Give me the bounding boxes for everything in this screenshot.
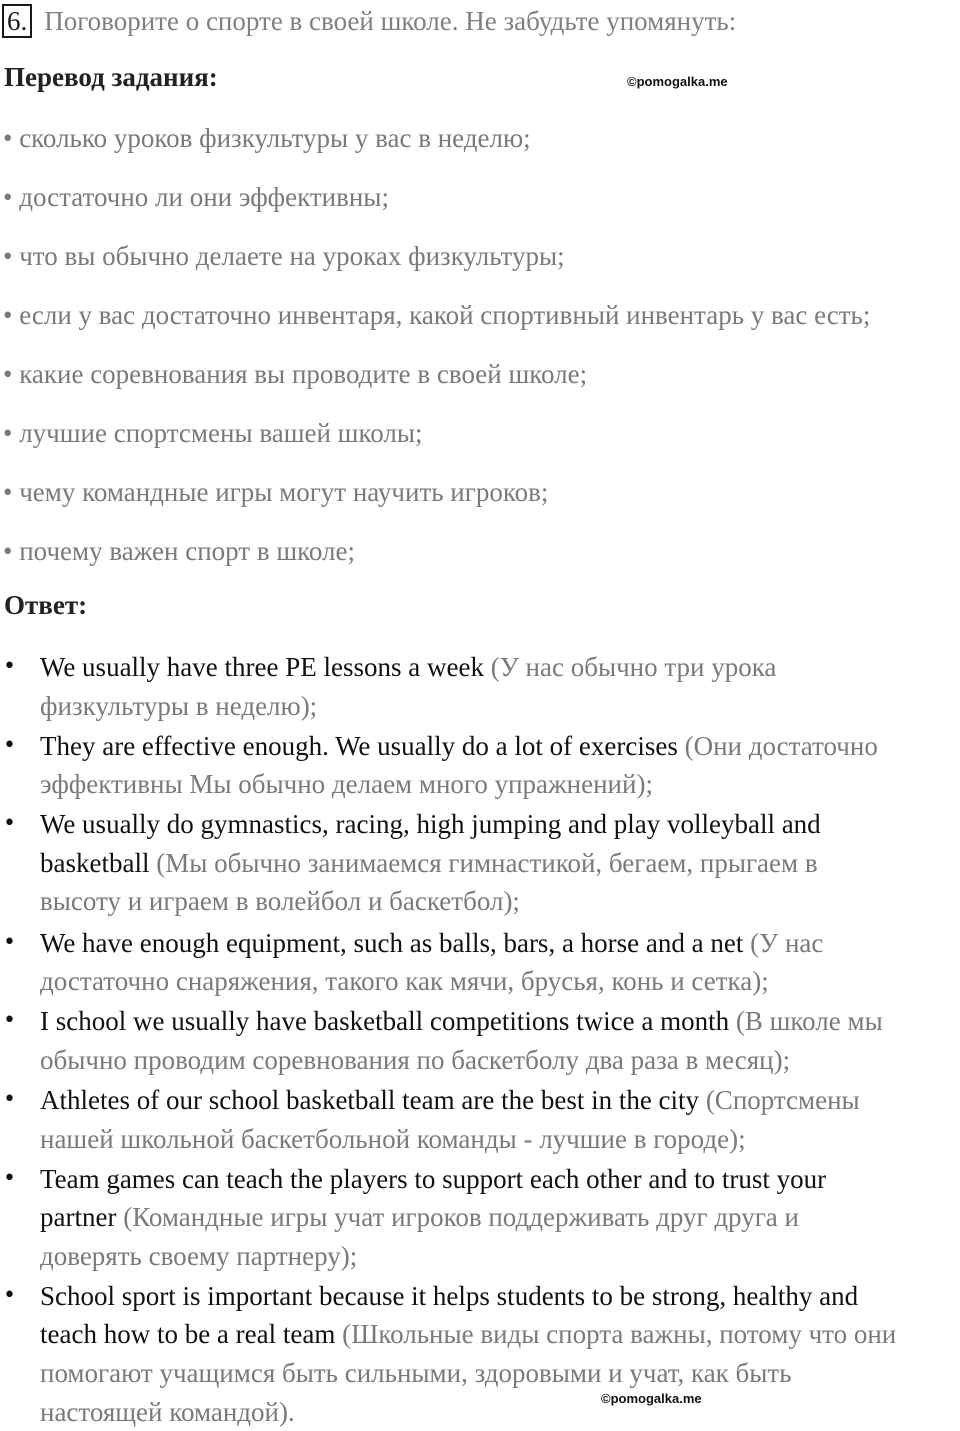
task-header [2, 3, 736, 39]
answer-item [0, 648, 960, 727]
answer-russian-translation: доверять своему партнеру); [40, 1240, 358, 1271]
answer-line [40, 882, 954, 921]
requirement-item: • что вы обычно делаете на уроках физкультуры; [3, 241, 565, 271]
answer-russian-translation: обычно проводим соревнования по баскетболу два раза в месяц); [40, 1044, 791, 1075]
requirement-item: • достаточно ли они эффективны; [3, 182, 389, 212]
answer-russian-translation: помогают учащимся быть сильными, здоровыми и учат, как быть [40, 1357, 792, 1388]
answer-line [40, 962, 954, 1001]
requirement-item: • сколько уроков физкультуры у вас в неделю; [3, 123, 531, 153]
answer-line [40, 1081, 954, 1120]
answer-item [0, 1160, 960, 1277]
answer-line [40, 1002, 954, 1041]
answer-line [40, 1237, 954, 1276]
answer-line [40, 1393, 954, 1431]
answer-english-text: They are effective enough. We usually do a lot of exercises [40, 730, 685, 761]
task-number: 6. [2, 4, 32, 38]
bullet-icon: • [3, 1282, 16, 1308]
bullet-icon: • [3, 654, 16, 679]
answer-english-text: We usually have three PE lessons a week [40, 652, 491, 682]
bullet-icon: • [3, 1008, 16, 1034]
bullet-icon: • [3, 1165, 16, 1191]
answer-russian-translation: (Мы обычно занимаемся гимнастикой, бегаем, прыгаем в [156, 847, 818, 878]
answer-line [40, 1160, 954, 1199]
task-text: Поговорите о спорте в своей школе. Не забудьте упомянуть: [44, 5, 737, 36]
answer-russian-translation: достаточно снаряжения, такого как мячи, брусья, конь и сетка); [40, 966, 769, 997]
answer-heading: Ответ: [4, 590, 88, 620]
bullet-icon: • [3, 1086, 16, 1112]
answer-item [0, 1002, 960, 1081]
answer-line [40, 844, 954, 883]
answer-line [40, 1041, 954, 1080]
answer-russian-translation: (У нас [750, 927, 824, 958]
answer-english-text: We usually do gymnastics, racing, high jumping and play volleyball and [40, 809, 821, 840]
answer-line [40, 1120, 954, 1159]
answer-line [40, 924, 954, 963]
answer-item [0, 727, 960, 806]
answer-russian-translation: нашей школьной баскетбольной команды - лучшие в городе); [40, 1123, 746, 1154]
answer-russian-translation: физкультуры в неделю); [40, 690, 318, 721]
bullet-icon: • [3, 811, 16, 837]
answer-english-text: Athletes of our school basketball team are the best in the city [40, 1084, 706, 1115]
answer-line [40, 1277, 954, 1316]
requirement-item: • чему командные игры могут научить игроков; [3, 477, 549, 507]
requirement-item: • лучшие спортсмены вашей школы; [3, 418, 423, 448]
answer-russian-translation: (Школьные виды спорта важны, потому что они [342, 1319, 897, 1350]
answer-russian-translation: (В школе мы [735, 1006, 883, 1037]
requirement-item: • какие соревнования вы проводите в своей школе; [3, 359, 588, 389]
answer-line [40, 805, 954, 844]
answer-english-text: We have enough equipment, such as balls, bars, a horse and a net [40, 927, 751, 958]
answer-line [40, 687, 954, 726]
watermark-bottom: ©pomogalka.me [601, 1391, 702, 1406]
answer-item [0, 1081, 960, 1160]
answer-english-text: Team games can teach the players to support each other and to trust your [40, 1163, 827, 1194]
answer-line [40, 1354, 954, 1393]
answer-russian-translation: (Командные игры учат игроков поддерживать друг друга и [123, 1202, 799, 1233]
watermark-top: ©pomogalka.me [627, 74, 728, 89]
requirement-item: • почему важен спорт в школе; [3, 536, 355, 566]
answer-russian-translation: (У нас обычно три урока [490, 652, 777, 682]
answer-english-text: I school we usually have basketball competitions twice a month [40, 1006, 736, 1037]
answer-english-text: basketball [40, 847, 157, 878]
answer-line [40, 765, 954, 804]
answer-russian-translation: настоящей командой). [40, 1396, 295, 1427]
answer-english-text: partner [40, 1202, 124, 1233]
answer-item [0, 924, 960, 1003]
translation-heading: Перевод задания: [4, 62, 218, 92]
answer-line [40, 727, 954, 766]
requirements-list [3, 118, 870, 590]
answer-item [0, 805, 960, 924]
answer-line [40, 1315, 954, 1354]
answer-line [40, 1198, 954, 1237]
bullet-icon: • [3, 929, 16, 955]
answer-russian-translation: (Спортсмены [705, 1084, 860, 1115]
answer-english-text: teach how to be a real team [40, 1319, 343, 1350]
answer-russian-translation: эффективны Мы обычно делаем много упражнений); [40, 769, 653, 800]
answer-russian-translation: высоту и играем в волейбол и баскетбол); [40, 886, 520, 917]
answer-line [40, 648, 954, 687]
answer-english-text: School sport is important because it helps students to be strong, healthy and [40, 1280, 859, 1311]
answer-russian-translation: (Они достаточно [684, 730, 878, 761]
bullet-icon: • [3, 732, 16, 758]
requirement-item: • если у вас достаточно инвентаря, какой спортивный инвентарь у вас есть; [3, 300, 871, 330]
